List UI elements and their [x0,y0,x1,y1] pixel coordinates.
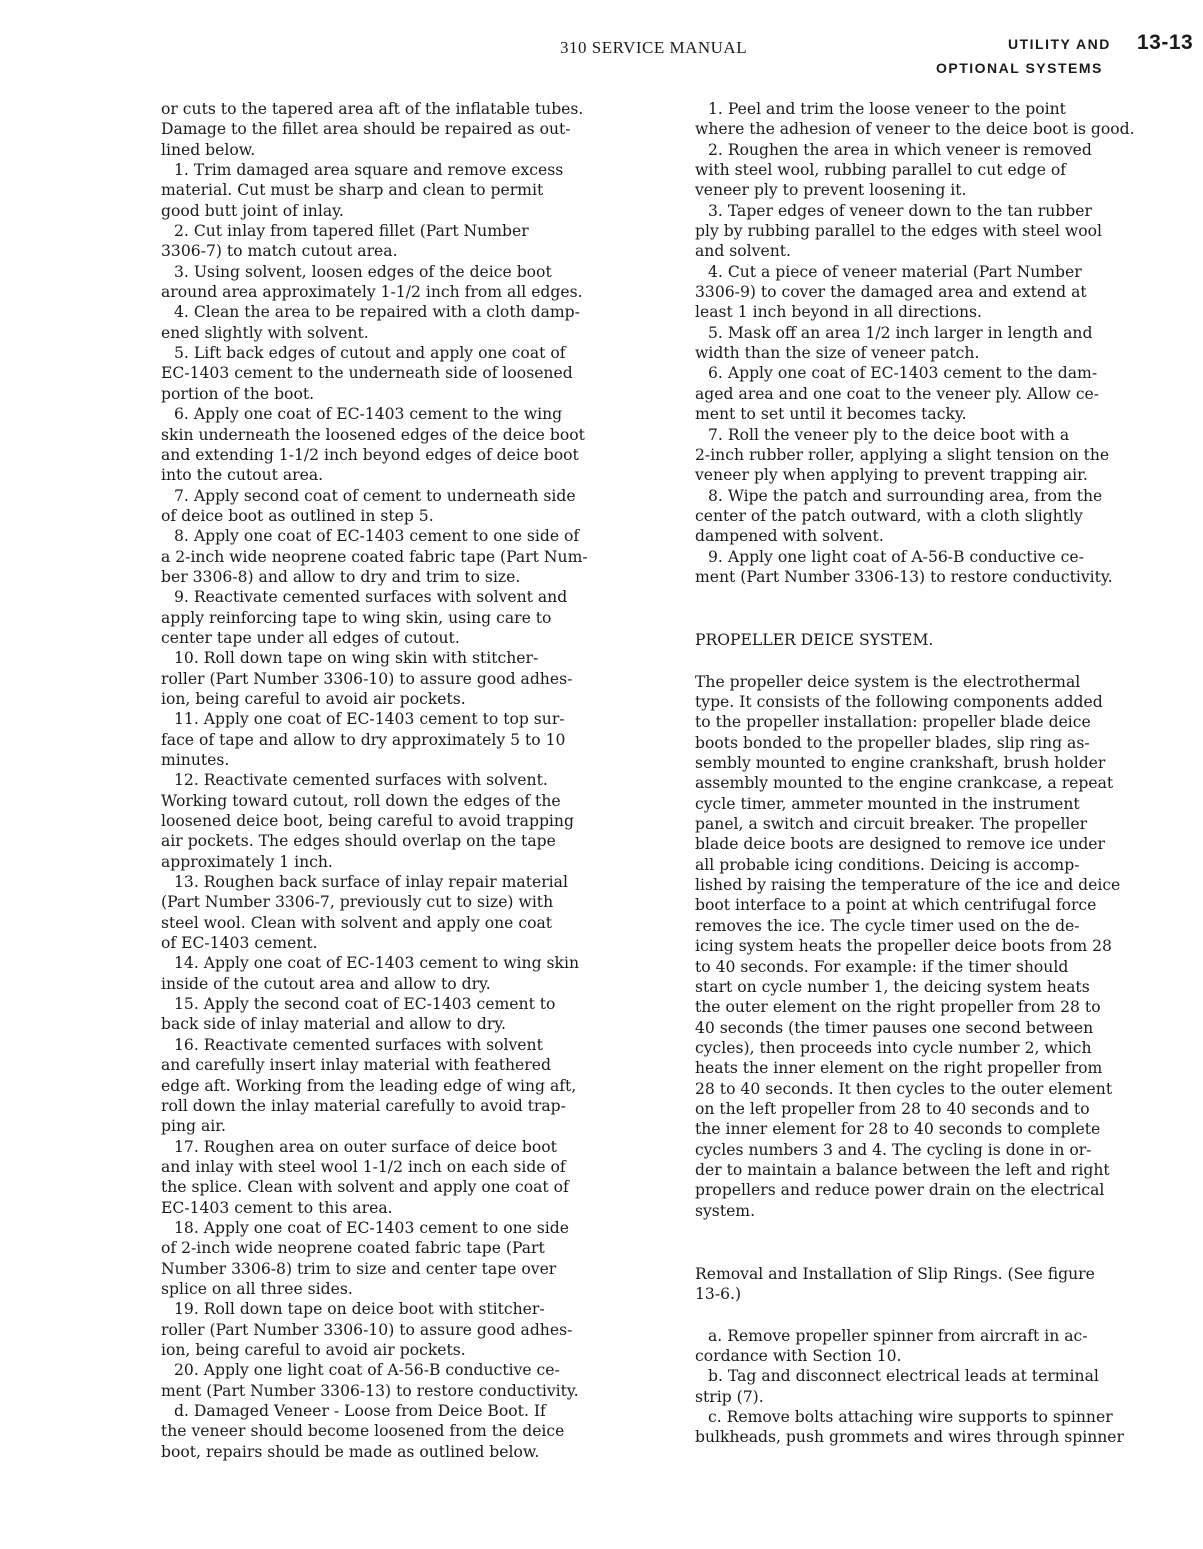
text-line: around area approximately 1-1/2 inch from all edges. [161,283,583,302]
text-line: on the left propeller from 28 to 40 seconds and to [695,1099,1090,1118]
text-line: 6. Apply one coat of EC-1403 cement to the dam- [708,364,1098,383]
text-line: 10. Roll down tape on wing skin with stitcher- [174,649,539,668]
text-line: 9. Reactivate cemented surfaces with solvent and [174,588,568,607]
text-line: into the cutout area. [161,466,324,485]
text-line: PROPELLER DEICE SYSTEM. [695,630,934,649]
text-line: 2. Roughen the area in which veneer is removed [708,140,1092,159]
text-line: 2-inch rubber roller, applying a slight tension on the [695,445,1110,464]
left-column [161,99,651,1462]
text-line: the splice. Clean with solvent and apply one coat of [161,1178,569,1197]
text-line: boot interface to a point at which centrifugal force [695,896,1097,915]
text-line: 12. Reactivate cemented surfaces with solvent. [174,771,548,790]
text-line: ion, being careful to avoid air pockets. [161,1340,466,1359]
text-line: and inlay with steel wool 1-1/2 inch on each side of [161,1157,566,1176]
text-line: least 1 inch beyond in all directions. [695,303,983,322]
text-line: ened slightly with solvent. [161,323,369,342]
text-line: and carefully insert inlay material with feathered [161,1056,551,1075]
text-line: lined below. [161,140,256,159]
manual-title: 310 SERVICE MANUAL [560,38,748,57]
text-line: apply reinforcing tape to wing skin, using care to [161,608,552,627]
text-line: EC-1403 cement to the underneath side of loosened [161,364,573,383]
text-line: c. Remove bolts attaching wire supports to spinner [708,1408,1113,1427]
text-line: of deice boot as outlined in step 5. [161,506,434,525]
text-line: 13-6.) [695,1285,742,1304]
text-line: ment to set until it becomes tacky. [695,405,967,424]
text-line: inside of the cutout area and allow to dry. [161,974,491,993]
text-line: Removal and Installation of Slip Rings. (See figure [695,1264,1095,1283]
text-line: and solvent. [695,242,791,261]
text-line: der to maintain a balance between the left and right [695,1160,1110,1179]
text-line: 11. Apply one coat of EC-1403 cement to top sur- [174,710,565,729]
text-line: 40 seconds (the timer pauses one second between [695,1018,1094,1037]
text-line: cordance with Section 10. [695,1347,902,1366]
text-line: 14. Apply one coat of EC-1403 cement to wing skin [174,954,579,973]
text-line: cycles numbers 3 and 4. The cycling is done in or- [695,1140,1092,1159]
text-line: center of the patch outward, with a cloth slightly [695,506,1083,525]
text-line: sembly mounted to engine crankshaft, brush holder [695,754,1106,773]
text-line: 19. Roll down tape on deice boot with stitcher- [174,1300,545,1319]
text-line: ment (Part Number 3306-13) to restore conductivity. [695,567,1113,586]
text-line: roller (Part Number 3306-10) to assure good adhes- [161,1320,573,1339]
text-line: ply by rubbing parallel to the edges with steel wool [695,222,1102,241]
right-column [695,99,1190,1448]
text-line: face of tape and allow to dry approximately 5 to 10 [161,730,566,749]
text-line: 3306-7) to match cutout area. [161,242,398,261]
text-line: the outer element on the right propeller from 28 to [695,998,1101,1017]
text-line: 20. Apply one light coat of A-56-B conductive ce- [174,1361,560,1380]
text-line: The propeller deice system is the electrothermal [695,672,1081,691]
text-line: 5. Lift back edges of cutout and apply one coat of [174,344,566,363]
text-line: air pockets. The edges should overlap on the tape [161,832,556,851]
text-line: steel wool. Clean with solvent and apply one coat [161,913,553,932]
text-line: 7. Apply second coat of cement to underneath side [174,486,576,505]
text-line: assembly mounted to the engine crankcase, a repeat [695,774,1114,793]
text-line: 13. Roughen back surface of inlay repair material [174,873,568,892]
text-line: a 2-inch wide neoprene coated fabric tape (Part Num- [161,547,588,566]
text-line: Damage to the fillet area should be repaired as out- [161,120,571,139]
text-line: a. Remove propeller spinner from aircraft in ac- [708,1326,1088,1345]
text-line: width than the size of veneer patch. [695,344,980,363]
paragraph-gap [695,587,1190,630]
text-line: material. Cut must be sharp and clean to permit [161,181,544,200]
paragraph-gap [695,1221,1190,1264]
text-line: lished by raising the temperature of the ice and deice [695,876,1121,895]
text-line: 16. Reactivate cemented surfaces with solvent [174,1035,543,1054]
text-line: boots bonded to the propeller blades, slip ring as- [695,733,1090,752]
text-line: portion of the boot. [161,384,315,403]
text-line: icing system heats the propeller deice boots from 28 [695,937,1112,956]
text-line: cycles), then proceeds into cycle number 2, which [695,1038,1092,1057]
text-line: skin underneath the loosened edges of the deice boot [161,425,585,444]
text-line: minutes. [161,751,230,769]
paragraph-gap [695,1304,1190,1325]
text-line: 8. Apply one coat of EC-1403 cement to one side of [174,527,580,546]
text-line: good butt joint of inlay. [161,201,344,220]
text-line: all probable icing conditions. Deicing is accomp- [695,855,1080,874]
text-line: roller (Part Number 3306-10) to assure good adhes- [161,669,573,688]
text-line: with steel wool, rubbing parallel to cut edge of [695,161,1067,180]
text-line: 4. Clean the area to be repaired with a cloth damp- [174,303,580,322]
text-line: 18. Apply one coat of EC-1403 cement to one side [174,1218,570,1237]
text-line: 3. Taper edges of veneer down to the tan rubber [708,201,1092,220]
text-line: blade deice boots are designed to remove ice under [695,835,1105,854]
text-line: aged area and one coat to the veneer ply. Allow ce- [695,384,1100,403]
text-line: 15. Apply the second coat of EC-1403 cement to [174,995,556,1014]
text-line: 2. Cut inlay from tapered fillet (Part Number [174,222,529,241]
text-line: of EC-1403 cement. [161,934,318,953]
text-line: bulkheads, push grommets and wires through spinner [695,1428,1124,1447]
text-line: (Part Number 3306-7, previously cut to size) with [161,893,554,912]
text-line: ping air. [161,1117,226,1136]
text-line: 28 to 40 seconds. It then cycles to the outer element [695,1079,1113,1098]
text-line: Number 3306-8) trim to size and center tape over [161,1259,557,1278]
text-line: approximately 1 inch. [161,852,333,871]
text-line: Working toward cutout, roll down the edges of the [161,791,561,810]
text-line: roll down the inlay material carefully to avoid trap- [161,1096,566,1115]
text-line: back side of inlay material and allow to dry. [161,1015,507,1034]
page-number: 13-13 [1137,31,1194,54]
text-line: strip (7). [695,1387,764,1406]
text-line: center tape under all edges of cutout. [161,628,460,647]
text-line: and extending 1-1/2 inch beyond edges of deice boot [161,445,579,464]
text-line: veneer ply when applying to prevent trapping air. [695,466,1088,485]
text-line: ber 3306-8) and allow to dry and trim to size. [161,567,521,586]
text-line: b. Tag and disconnect electrical leads at terminal [708,1367,1099,1386]
text-line: 5. Mask off an area 1/2 inch larger in length and [708,323,1093,342]
text-line: 17. Roughen area on outer surface of deice boot [174,1137,557,1156]
text-line: type. It consists of the following components added [695,693,1103,712]
text-line: boot, repairs should be made as outlined below. [161,1442,540,1461]
text-line: to the propeller installation: propeller blade deice [695,713,1091,732]
text-line: 9. Apply one light coat of A-56-B conductive ce- [708,547,1084,566]
text-line: splice on all three sides. [161,1279,353,1298]
text-line: 3306-9) to cover the damaged area and extend at [695,283,1087,302]
text-line: ment (Part Number 3306-13) to restore conductivity. [161,1381,579,1400]
text-line: the veneer should become loosened from the deice [161,1422,565,1441]
text-line: EC-1403 cement to this area. [161,1198,393,1217]
text-line: 3. Using solvent, loosen edges of the deice boot [174,262,552,281]
text-line: ion, being careful to avoid air pockets. [161,689,466,708]
text-line: cycle timer, ammeter mounted in the instrument [695,794,1080,813]
text-line: to 40 seconds. For example: if the timer should [695,957,1069,976]
text-line: 6. Apply one coat of EC-1403 cement to the wing [174,405,563,424]
text-line: of 2-inch wide neoprene coated fabric tape (Part [161,1239,545,1258]
text-line: d. Damaged Veneer - Loose from Deice Boot. If [174,1402,546,1420]
text-line: system. [695,1201,756,1220]
section-title-line1: UTILITY AND [1008,36,1111,52]
text-line: the inner element for 28 to 40 seconds to complete [695,1120,1101,1139]
text-line: loosened deice boot, being careful to avoid trapping [161,812,574,831]
text-line: propellers and reduce power drain on the electrical [695,1181,1105,1200]
text-line: start on cycle number 1, the deicing system heats [695,977,1090,996]
text-line: removes the ice. The cycle timer used on the de- [695,916,1080,935]
paragraph-gap [695,650,1190,671]
text-line: 4. Cut a piece of veneer material (Part Number [708,262,1082,281]
text-line: 1. Peel and trim the loose veneer to the point [708,100,1066,118]
text-line: where the adhesion of veneer to the deice boot is good. [695,120,1135,139]
text-line: 7. Roll the veneer ply to the deice boot with a [708,425,1070,444]
text-line: 8. Wipe the patch and surrounding area, from the [708,486,1103,505]
text-line: edge aft. Working from the leading edge of wing aft, [161,1076,577,1095]
text-line: dampened with solvent. [695,527,884,546]
text-line: heats the inner element on the right propeller from [695,1059,1103,1078]
section-title-line2: OPTIONAL SYSTEMS [936,60,1103,76]
text-line: 1. Trim damaged area square and remove excess [174,161,564,180]
text-line: panel, a switch and circuit breaker. The propeller [695,815,1088,834]
text-line: or cuts to the tapered area aft of the inflatable tubes. [161,100,584,118]
text-line: veneer ply to prevent loosening it. [695,181,967,200]
